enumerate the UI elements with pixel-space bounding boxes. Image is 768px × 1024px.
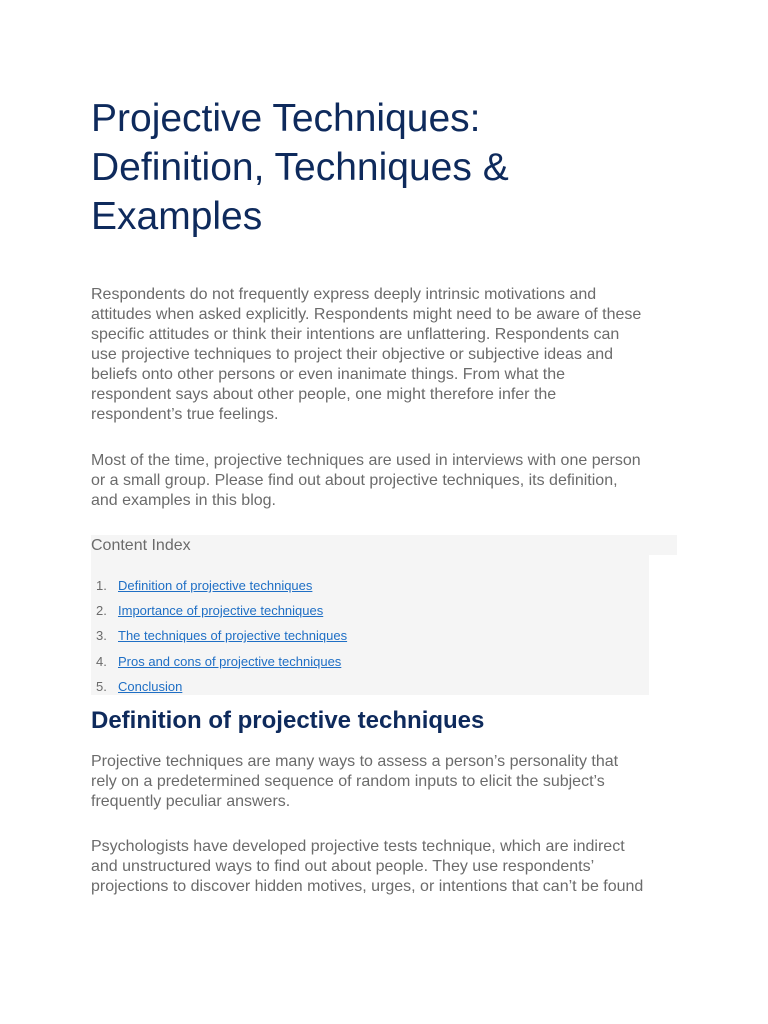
paragraph-line: or a small group. Please find out about projective techniques, its definition, bbox=[91, 472, 618, 489]
title-line: Definition, Techniques & bbox=[91, 146, 509, 189]
toc-item bbox=[91, 601, 649, 626]
paragraph-line: and examples in this blog. bbox=[91, 492, 276, 509]
paragraph-line: specific attitudes or think their intentions are unflattering. Respondents can bbox=[91, 326, 620, 343]
paragraph-line: beliefs onto other persons or even inanimate things. From what the bbox=[91, 366, 566, 383]
table-of-contents bbox=[91, 576, 649, 702]
toc-link-importance[interactable]: Importance of projective techniques bbox=[118, 603, 324, 619]
section-heading-definition: Definition of projective techniques bbox=[91, 707, 485, 734]
toc-link-techniques[interactable]: The techniques of projective techniques bbox=[118, 628, 348, 644]
paragraph-line: Most of the time, projective techniques are used in interviews with one person bbox=[91, 452, 641, 469]
toc-item bbox=[91, 576, 649, 601]
intro-paragraph bbox=[91, 285, 691, 425]
paragraph-line: respondent’s true feelings. bbox=[91, 406, 279, 423]
paragraph-line: and unstructured ways to find out about people. They use respondents’ bbox=[91, 858, 595, 875]
toc-item-number: 2. bbox=[96, 603, 107, 619]
title-line: Projective Techniques: bbox=[91, 97, 481, 140]
paragraph-line: Psychologists have developed projective tests technique, which are indirect bbox=[91, 838, 625, 855]
definition-paragraph-2 bbox=[91, 837, 691, 897]
toc-item-number: 5. bbox=[96, 678, 107, 694]
paragraph-line: attitudes when asked explicitly. Respondents might need to be aware of these bbox=[91, 306, 642, 323]
toc-heading: Content Index bbox=[91, 537, 191, 554]
toc-link-conclusion[interactable]: Conclusion bbox=[118, 678, 183, 694]
toc-item bbox=[91, 626, 649, 651]
toc-item-number: 1. bbox=[96, 578, 107, 593]
paragraph-line: projections to discover hidden motives, urges, or intentions that can’t be found bbox=[91, 878, 644, 895]
paragraph-line: Projective techniques are many ways to assess a person’s personality that bbox=[91, 753, 619, 770]
definition-paragraph-1 bbox=[91, 752, 691, 812]
page-title bbox=[91, 94, 691, 241]
toc-link-definition[interactable]: Definition of projective techniques bbox=[118, 578, 313, 593]
paragraph-line: rely on a predetermined sequence of random inputs to elicit the subject’s bbox=[91, 773, 605, 790]
title-line: Examples bbox=[91, 195, 263, 238]
toc-item bbox=[91, 677, 649, 702]
paragraph-line: Respondents do not frequently express deeply intrinsic motivations and bbox=[91, 286, 597, 303]
toc-item-number: 4. bbox=[96, 653, 107, 669]
toc-item-number: 3. bbox=[96, 628, 107, 644]
toc-item bbox=[91, 652, 649, 677]
paragraph-line: respondent says about other people, one might therefore infer the bbox=[91, 386, 557, 403]
paragraph-line: frequently peculiar answers. bbox=[91, 793, 291, 810]
paragraph-line: use projective techniques to project their objective or subjective ideas and bbox=[91, 346, 614, 363]
toc-link-pros-cons[interactable]: Pros and cons of projective techniques bbox=[118, 653, 342, 669]
second-paragraph bbox=[91, 451, 691, 511]
